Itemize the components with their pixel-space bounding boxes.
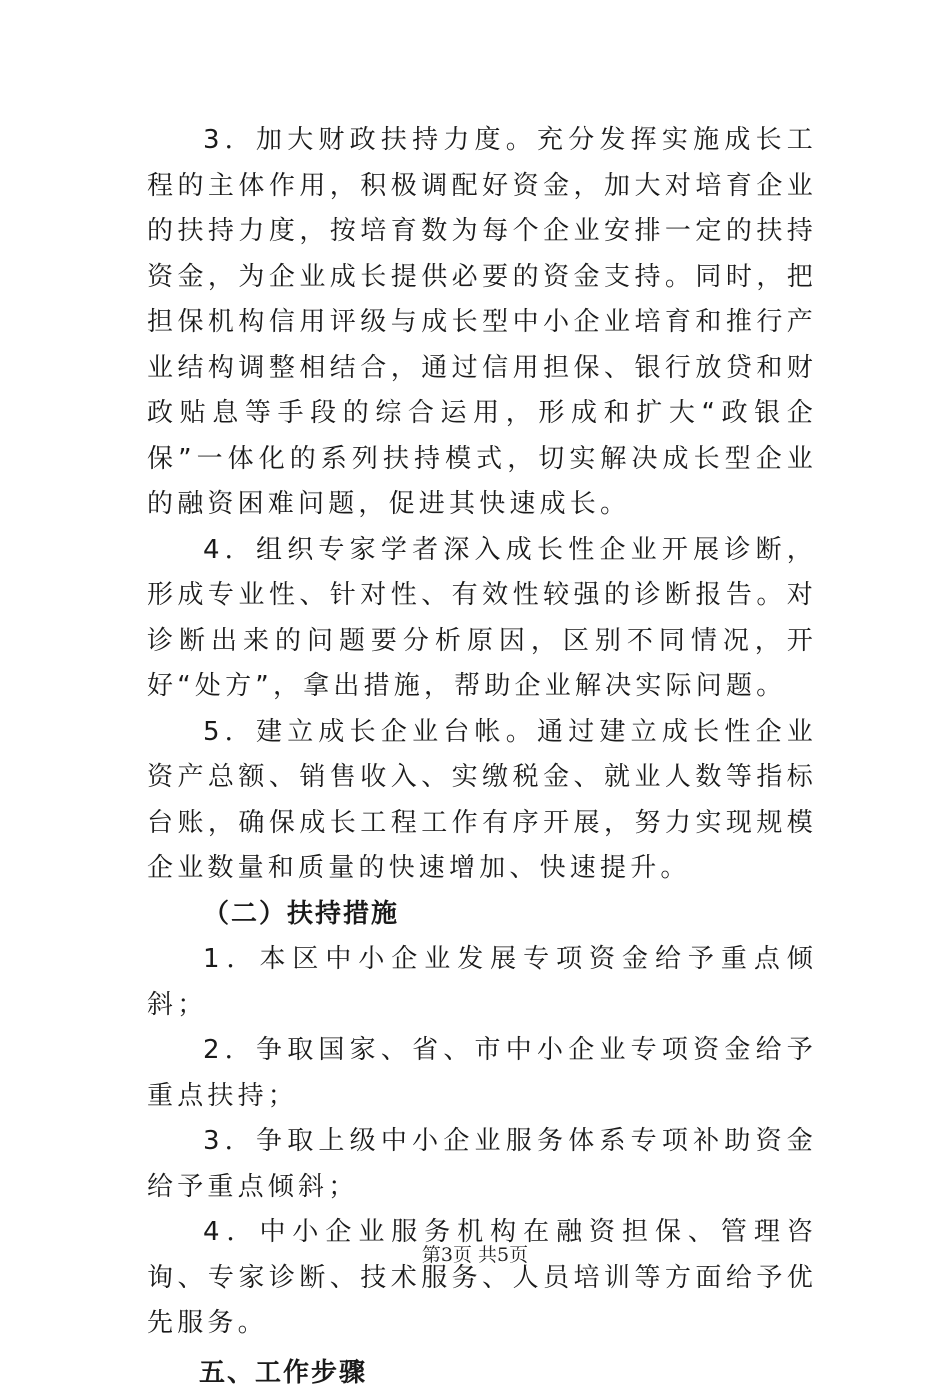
measure-item: 1．本区中小企业发展专项资金给予重点倾斜； xyxy=(147,937,817,1028)
document-body xyxy=(147,118,817,1396)
measure-item: 2．争取国家、省、市中小企业专项资金给予重点扶持； xyxy=(147,1028,817,1119)
page-number-footer: 第3页 共5页 xyxy=(0,1240,950,1267)
paragraph-finance-support: 3．加大财政扶持力度。充分发挥实施成长工程的主体作用，积极调配好资金，加大对培育企业的扶持力度，按培育数为每个企业安排一定的扶持资金，为企业成长提供必要的资金支持。同时，把担保机构信用评级与成长型中小企业培育和推行产业结构调整相结合，通过信用担保、银行放贷和财政贴息等手段的综合运用，形成和扩大“政银企保”一体化的系列扶持模式，切实解决成长型企业的融资困难问题，促进其快速成长。 xyxy=(147,118,817,528)
paragraph-enterprise-ledger: 5．建立成长企业台帐。通过建立成长性企业资产总额、销售收入、实缴税金、就业人数等指标台账，确保成长工程工作有序开展，努力实现规模企业数量和质量的快速增加、快速提升。 xyxy=(147,710,817,892)
section-heading-work-steps: 五、工作步骤 xyxy=(147,1351,817,1396)
subheading-support-measures: （二）扶持措施 xyxy=(147,892,817,938)
paragraph-expert-diagnosis: 4．组织专家学者深入成长性企业开展诊断，形成专业性、针对性、有效性较强的诊断报告。对诊断出来的问题要分析原因，区别不同情况，开好“处方”，拿出措施，帮助企业解决实际问题。 xyxy=(147,528,817,710)
measure-item: 3．争取上级中小企业服务体系专项补助资金给予重点倾斜； xyxy=(147,1119,817,1210)
measure-item: 4．中小企业服务机构在融资担保、管理咨询、专家诊断、技术服务、人员培训等方面给予优先服务。 xyxy=(147,1210,817,1347)
